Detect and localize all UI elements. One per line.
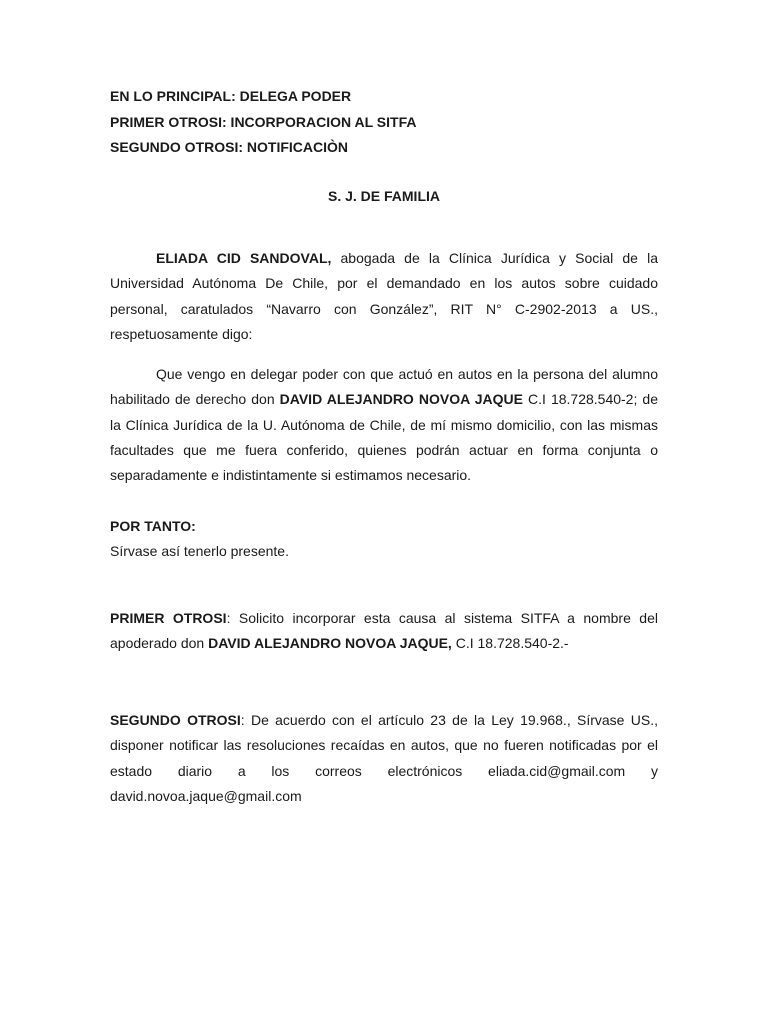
heading-primer-otrosi: PRIMER OTROSI: INCORPORACION AL SITFA bbox=[110, 113, 417, 130]
heading-segundo-otrosi: SEGUNDO OTROSI: NOTIFICACIÒN bbox=[110, 139, 348, 155]
primer-otrosi-label: PRIMER OTROSI bbox=[110, 610, 227, 626]
principal-text-after: C.I 18.728.540-2; de la Clínica Jurídica de la U. Autónoma de Chile, de mí mismo domicilio, con las mismas facultades que me fuera conferido, quienes podrán actuar en forma conjunta o separadamente e indistintamente si estimamos necesario. bbox=[110, 391, 658, 484]
intro-paragraph bbox=[110, 246, 658, 347]
document-heading bbox=[110, 84, 660, 161]
primer-otrosi-text-before: : Solicito incorporar esta causa al sistema SITFA a nombre del apoderado don bbox=[110, 610, 658, 652]
sirvase-text: Sírvase así tenerlo presente. bbox=[110, 543, 289, 559]
principal-paragraph bbox=[110, 362, 658, 488]
por-tanto-label: POR TANTO: bbox=[110, 518, 196, 534]
lawyer-name: ELIADA CID SANDOVAL, bbox=[156, 250, 332, 266]
primer-otrosi-text-after: C.I 18.728.540-2.- bbox=[451, 635, 569, 652]
attorney-name: DAVID ALEJANDRO NOVOA JAQUE bbox=[279, 391, 523, 408]
heading-principal: EN LO PRINCIPAL: DELEGA PODER bbox=[110, 88, 352, 104]
segundo-otrosi-label: SEGUNDO OTROSI bbox=[110, 712, 241, 728]
segundo-otrosi-text: : De acuerdo con el artículo 23 de la Ley 19.968., Sírvase US., disponer notificar las resoluciones recaídas en autos, que no fueren notificadas por el estado diario a los correos electrónicos eliada.cid@gmail.com y david.novoa.jaque@gmail.com bbox=[110, 712, 658, 804]
intro-text: abogada de la Clínica Jurídica y Social de la Universidad Autónoma De Chile, por el demandado en los autos sobre cuidado personal, caratulados “Navarro con González”, RIT N° C-2902-2013 a US., respetuosamente digo: bbox=[110, 250, 658, 342]
tribunal-title: S. J. DE FAMILIA bbox=[327, 188, 440, 204]
segundo-otrosi-paragraph bbox=[110, 708, 658, 809]
primer-otrosi-attorney-name: DAVID ALEJANDRO NOVOA JAQUE, bbox=[208, 635, 452, 652]
primer-otrosi-paragraph bbox=[110, 606, 658, 657]
principal-text-before: Que vengo en delegar poder con que actuó en autos en la persona del alumno habilitado de derecho don bbox=[110, 366, 658, 408]
